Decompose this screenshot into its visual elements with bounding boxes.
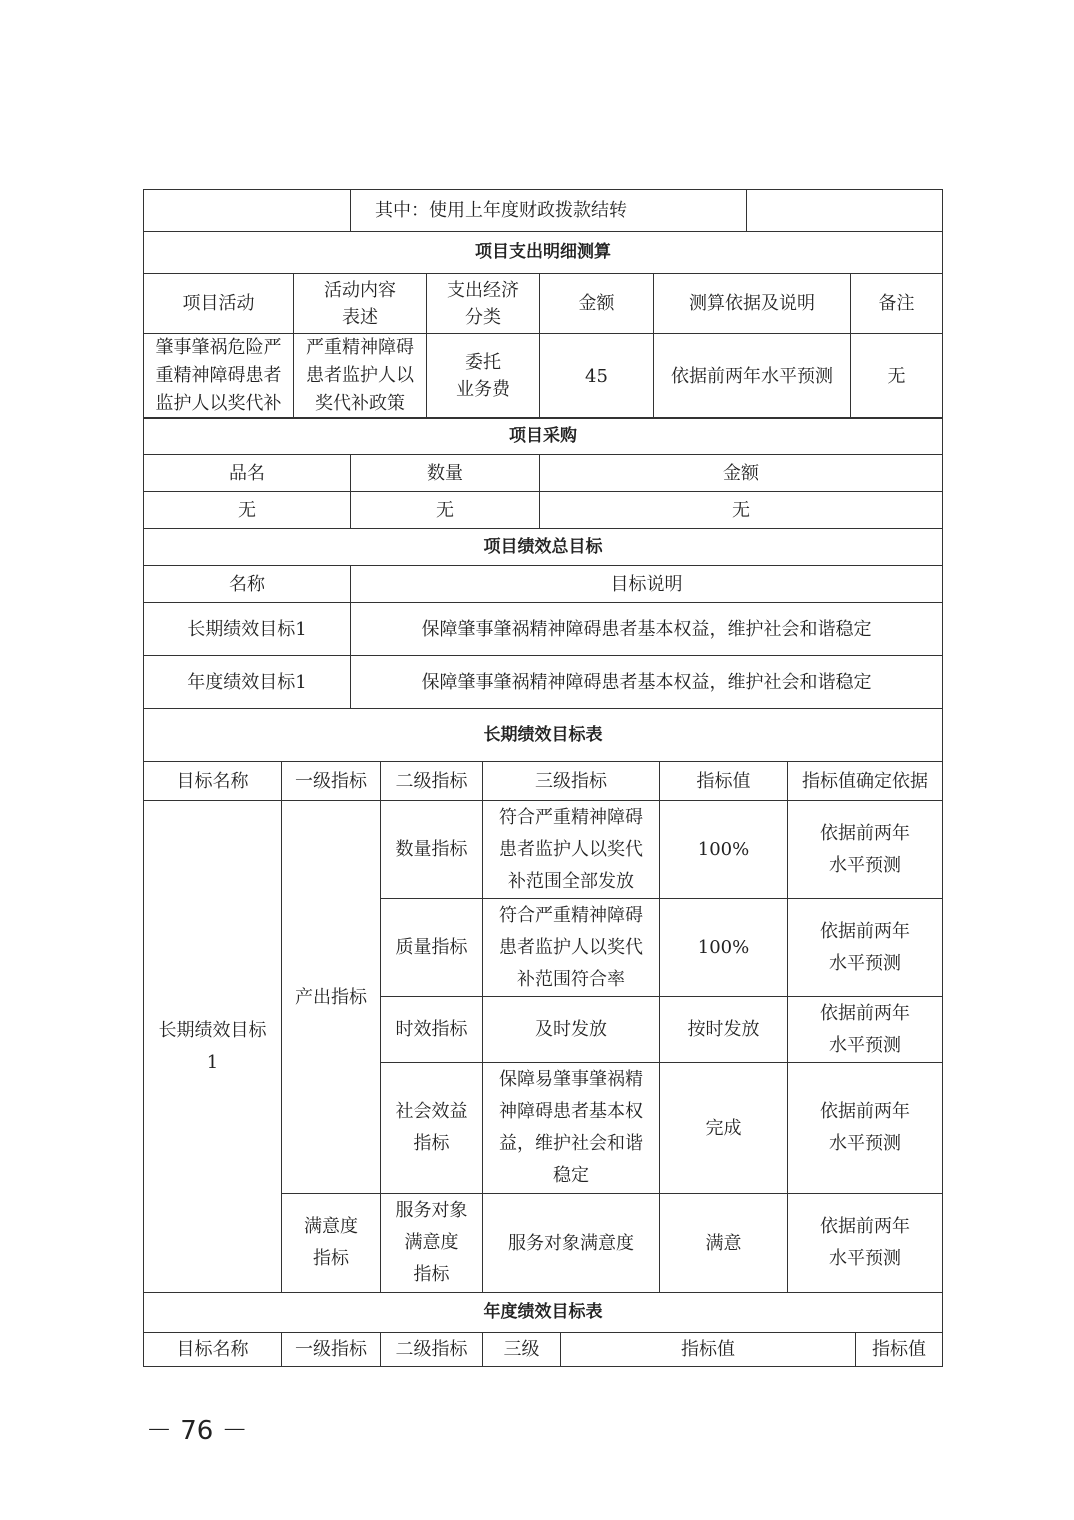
basis-cell: 依据前两年 水平预测 bbox=[788, 1063, 943, 1194]
header-cell: 支出经济 分类 bbox=[427, 274, 540, 334]
basis-cell: 依据前两年 水平预测 bbox=[788, 899, 943, 997]
procurement-table bbox=[143, 417, 943, 529]
annual-header-row bbox=[144, 1333, 943, 1367]
header-cell: 二级指标 bbox=[381, 1333, 483, 1367]
basis-cell: 依据前两年 水平预测 bbox=[788, 1194, 943, 1293]
level2-cell: 服务对象 满意度 指标 bbox=[381, 1194, 483, 1293]
procurement-title: 项目采购 bbox=[144, 418, 943, 455]
level3-cell: 服务对象满意度 bbox=[483, 1194, 660, 1293]
level2-cell: 数量指标 bbox=[381, 801, 483, 899]
activity-cell: 肇事肇祸危险严 重精神障碍患者 监护人以奖代补 bbox=[144, 334, 294, 419]
header-cell: 一级指标 bbox=[282, 1333, 381, 1367]
goal-name-cell: 长期绩效目标 1 bbox=[144, 801, 282, 1293]
header-cell: 目标说明 bbox=[351, 566, 943, 603]
header-cell: 数量 bbox=[351, 455, 540, 492]
header-cell: 活动内容 表述 bbox=[294, 274, 427, 334]
overall-header-row bbox=[144, 566, 943, 603]
content-cell: 严重精神障碍 患者监护人以 奖代补政策 bbox=[294, 334, 427, 419]
expense-table bbox=[143, 231, 943, 419]
carryover-value bbox=[747, 190, 943, 232]
header-cell: 测算依据及说明 bbox=[654, 274, 851, 334]
amount-cell: 无 bbox=[540, 492, 943, 529]
header-cell: 目标名称 bbox=[144, 762, 282, 801]
indicator-value-cell: 100% bbox=[660, 899, 788, 997]
level1-satisfaction-cell: 满意度 指标 bbox=[282, 1194, 381, 1293]
header-cell: 指标值确定依据 bbox=[788, 762, 943, 801]
level3-cell: 符合严重精神障碍 患者监护人以奖代 补范围符合率 bbox=[483, 899, 660, 997]
overall-row bbox=[144, 656, 943, 709]
expense-title: 项目支出明细测算 bbox=[144, 232, 943, 274]
header-cell: 金额 bbox=[540, 455, 943, 492]
top-empty-cell bbox=[144, 190, 351, 232]
amount-cell: 45 bbox=[540, 334, 654, 419]
header-cell: 指标值 bbox=[856, 1333, 943, 1367]
indicator-value-cell: 按时发放 bbox=[660, 997, 788, 1063]
header-cell: 三级 bbox=[483, 1333, 561, 1367]
header-cell: 项目活动 bbox=[144, 274, 294, 334]
expense-header-row bbox=[144, 274, 943, 334]
annual-target-table bbox=[143, 1292, 943, 1367]
level3-cell: 符合严重精神障碍 患者监护人以奖代 补范围全部发放 bbox=[483, 801, 660, 899]
target-name-cell: 年度绩效目标1 bbox=[144, 656, 351, 709]
level3-cell: 保障易肇事肇祸精 神障碍患者基本权 益，维护社会和谐 稳定 bbox=[483, 1063, 660, 1194]
level1-output-cell: 产出指标 bbox=[282, 801, 381, 1194]
procurement-header-row bbox=[144, 455, 943, 492]
header-cell: 名称 bbox=[144, 566, 351, 603]
level3-cell: 及时发放 bbox=[483, 997, 660, 1063]
level2-cell: 质量指标 bbox=[381, 899, 483, 997]
indicator-value-cell: 完成 bbox=[660, 1063, 788, 1194]
longterm-title: 长期绩效目标表 bbox=[144, 709, 943, 762]
indicator-value-cell: 满意 bbox=[660, 1194, 788, 1293]
indicator-value-cell: 100% bbox=[660, 801, 788, 899]
overall-title: 项目绩效总目标 bbox=[144, 529, 943, 566]
procurement-row bbox=[144, 492, 943, 529]
target-desc-cell: 保障肇事肇祸精神障碍患者基本权益，维护社会和谐稳定 bbox=[351, 603, 943, 656]
header-cell: 二级指标 bbox=[381, 762, 483, 801]
target-name-cell: 长期绩效目标1 bbox=[144, 603, 351, 656]
econ-class-cell: 委托 业务费 bbox=[427, 334, 540, 419]
longterm-target-table bbox=[143, 708, 943, 1293]
level2-cell: 社会效益 指标 bbox=[381, 1063, 483, 1194]
header-cell: 指标值 bbox=[660, 762, 788, 801]
top-table bbox=[143, 189, 943, 232]
basis-cell: 依据前两年 水平预测 bbox=[788, 801, 943, 899]
remark-cell: 无 bbox=[851, 334, 943, 419]
longterm-row bbox=[144, 801, 943, 899]
overall-row bbox=[144, 603, 943, 656]
header-cell: 金额 bbox=[540, 274, 654, 334]
header-cell: 品名 bbox=[144, 455, 351, 492]
quantity-cell: 无 bbox=[351, 492, 540, 529]
header-cell: 备注 bbox=[851, 274, 943, 334]
page-number: － 76 － bbox=[146, 1416, 248, 1446]
overall-target-table bbox=[143, 528, 943, 709]
basis-cell: 依据前两年 水平预测 bbox=[788, 997, 943, 1063]
expense-row bbox=[144, 334, 943, 419]
item-name-cell: 无 bbox=[144, 492, 351, 529]
header-cell: 指标值 bbox=[561, 1333, 856, 1367]
header-cell: 一级指标 bbox=[282, 762, 381, 801]
target-desc-cell: 保障肇事肇祸精神障碍患者基本权益，维护社会和谐稳定 bbox=[351, 656, 943, 709]
header-cell: 目标名称 bbox=[144, 1333, 282, 1367]
carryover-label: 其中：使用上年度财政拨款结转 bbox=[351, 190, 747, 232]
basis-cell: 依据前两年水平预测 bbox=[654, 334, 851, 419]
level2-cell: 时效指标 bbox=[381, 997, 483, 1063]
annual-title: 年度绩效目标表 bbox=[144, 1293, 943, 1333]
header-cell: 三级指标 bbox=[483, 762, 660, 801]
longterm-header-row bbox=[144, 762, 943, 801]
